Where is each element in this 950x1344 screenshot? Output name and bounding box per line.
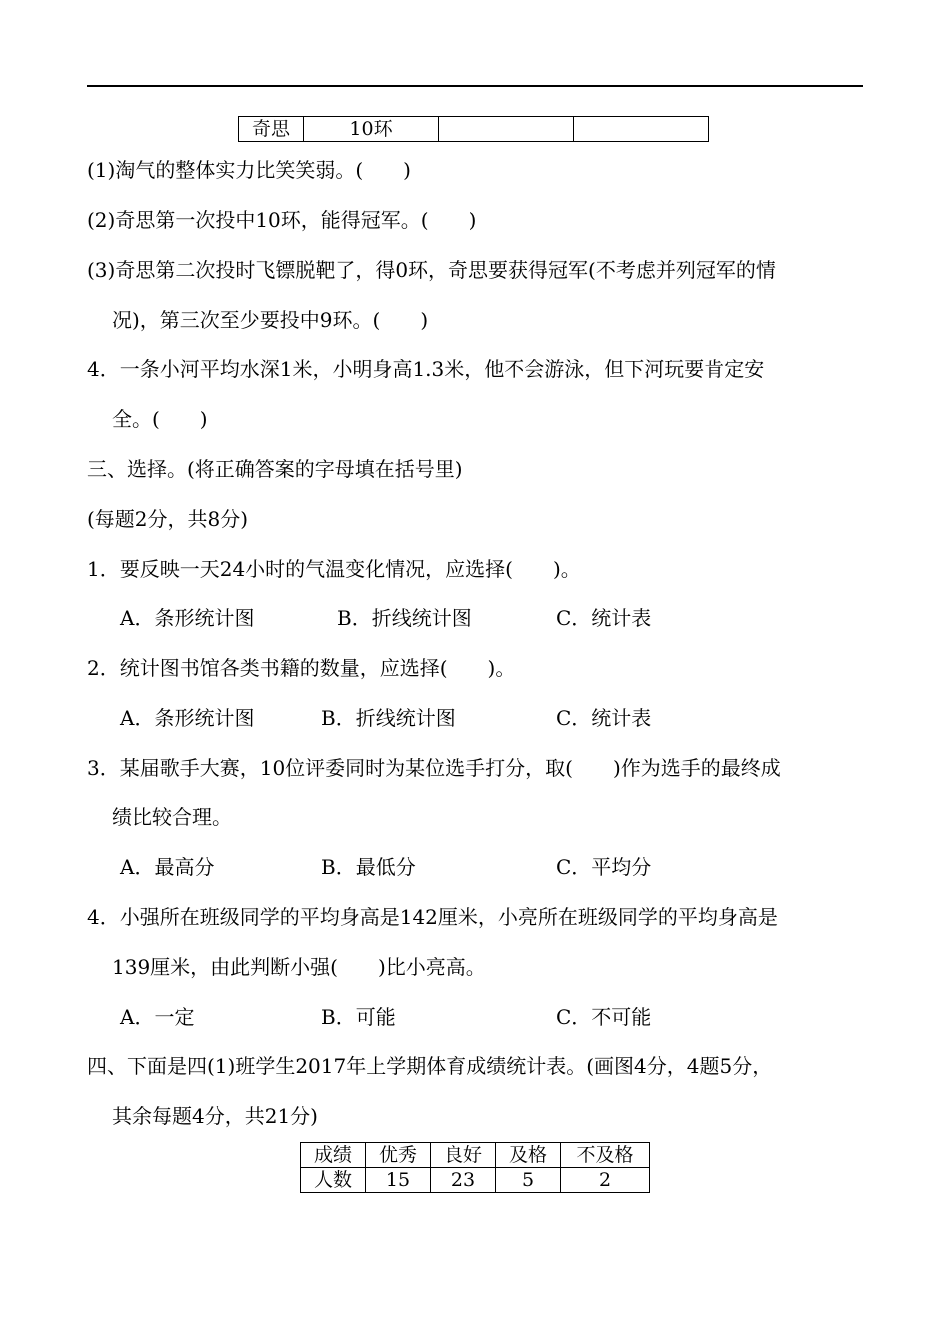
choice-q4-option-a: A．一定 — [120, 1005, 195, 1029]
choice-q1: 1．要反映一天24小时的气温变化情况，应选择( )。 — [87, 557, 581, 581]
choice-q4-line1: 4．小强所在班级同学的平均身高是142厘米，小亮所在班级同学的平均身高是 — [87, 905, 778, 929]
section4-score: 其余每题4分，共21分) — [112, 1104, 318, 1128]
judge-q3-line1: (3)奇思第二次投时飞镖脱靶了，得0环，奇思要获得冠军(不考虑并列冠军的情 — [87, 258, 776, 282]
table-header-cell: 良好 — [431, 1143, 496, 1168]
header-rule — [87, 85, 863, 87]
choice-q2: 2．统计图书馆各类书籍的数量，应选择( )。 — [87, 656, 516, 680]
table-header-cell: 不及格 — [561, 1143, 650, 1168]
judge-q3-line2: 况)，第三次至少要投中9环。( ) — [112, 308, 429, 332]
table-row — [239, 117, 709, 142]
table-cell: 奇思 — [239, 117, 304, 142]
choice-q3-line1: 3．某届歌手大赛，10位评委同时为某位选手打分，取( )作为选手的最终成 — [87, 756, 781, 780]
judge-q4-line2: 全。( ) — [112, 407, 208, 431]
choice-q1-option-b: B．折线统计图 — [337, 606, 472, 630]
table-cell: 23 — [431, 1168, 496, 1193]
table-header-cell: 及格 — [496, 1143, 561, 1168]
choice-q4-option-c: C．不可能 — [556, 1005, 652, 1029]
table-header-row — [301, 1143, 650, 1168]
table-cell — [574, 117, 709, 142]
choice-q2-option-b: B．折线统计图 — [321, 706, 456, 730]
table-cell: 人数 — [301, 1168, 366, 1193]
table-header-cell: 成绩 — [301, 1143, 366, 1168]
table-header-cell: 优秀 — [366, 1143, 431, 1168]
table-cell: 5 — [496, 1168, 561, 1193]
choice-q1-option-c: C．统计表 — [556, 606, 652, 630]
section3-score: (每题2分，共8分) — [87, 507, 249, 531]
section3-title: 三、选择。(将正确答案的字母填在括号里) — [87, 457, 463, 481]
table-cell: 2 — [561, 1168, 650, 1193]
choice-q1-option-a: A．条形统计图 — [120, 606, 255, 630]
choice-q3-option-c: C．平均分 — [556, 855, 652, 879]
judge-q1: (1)淘气的整体实力比笑笑弱。( ) — [87, 158, 411, 182]
choice-q4-line2: 139厘米，由此判断小强( )比小亮高。 — [112, 955, 486, 979]
section4-title: 四、下面是四(1)班学生2017年上学期体育成绩统计表。(画图4分，4题5分， — [87, 1054, 773, 1078]
choice-q3-option-a: A．最高分 — [120, 855, 215, 879]
table-cell — [439, 117, 574, 142]
score-table-fragment — [238, 116, 709, 142]
table-cell: 10环 — [304, 117, 439, 142]
pe-score-table — [300, 1142, 650, 1193]
choice-q2-option-c: C．统计表 — [556, 706, 652, 730]
judge-q4-line1: 4．一条小河平均水深1米，小明身高1.3米，他不会游泳，但下河玩要肯定安 — [87, 357, 765, 381]
choice-q3-line2: 绩比较合理。 — [112, 805, 232, 829]
table-cell: 15 — [366, 1168, 431, 1193]
table-row — [301, 1168, 650, 1193]
judge-q2: (2)奇思第一次投中10环，能得冠军。( ) — [87, 208, 477, 232]
choice-q2-option-a: A．条形统计图 — [120, 706, 255, 730]
choice-q3-option-b: B．最低分 — [321, 855, 416, 879]
choice-q4-option-b: B．可能 — [321, 1005, 396, 1029]
